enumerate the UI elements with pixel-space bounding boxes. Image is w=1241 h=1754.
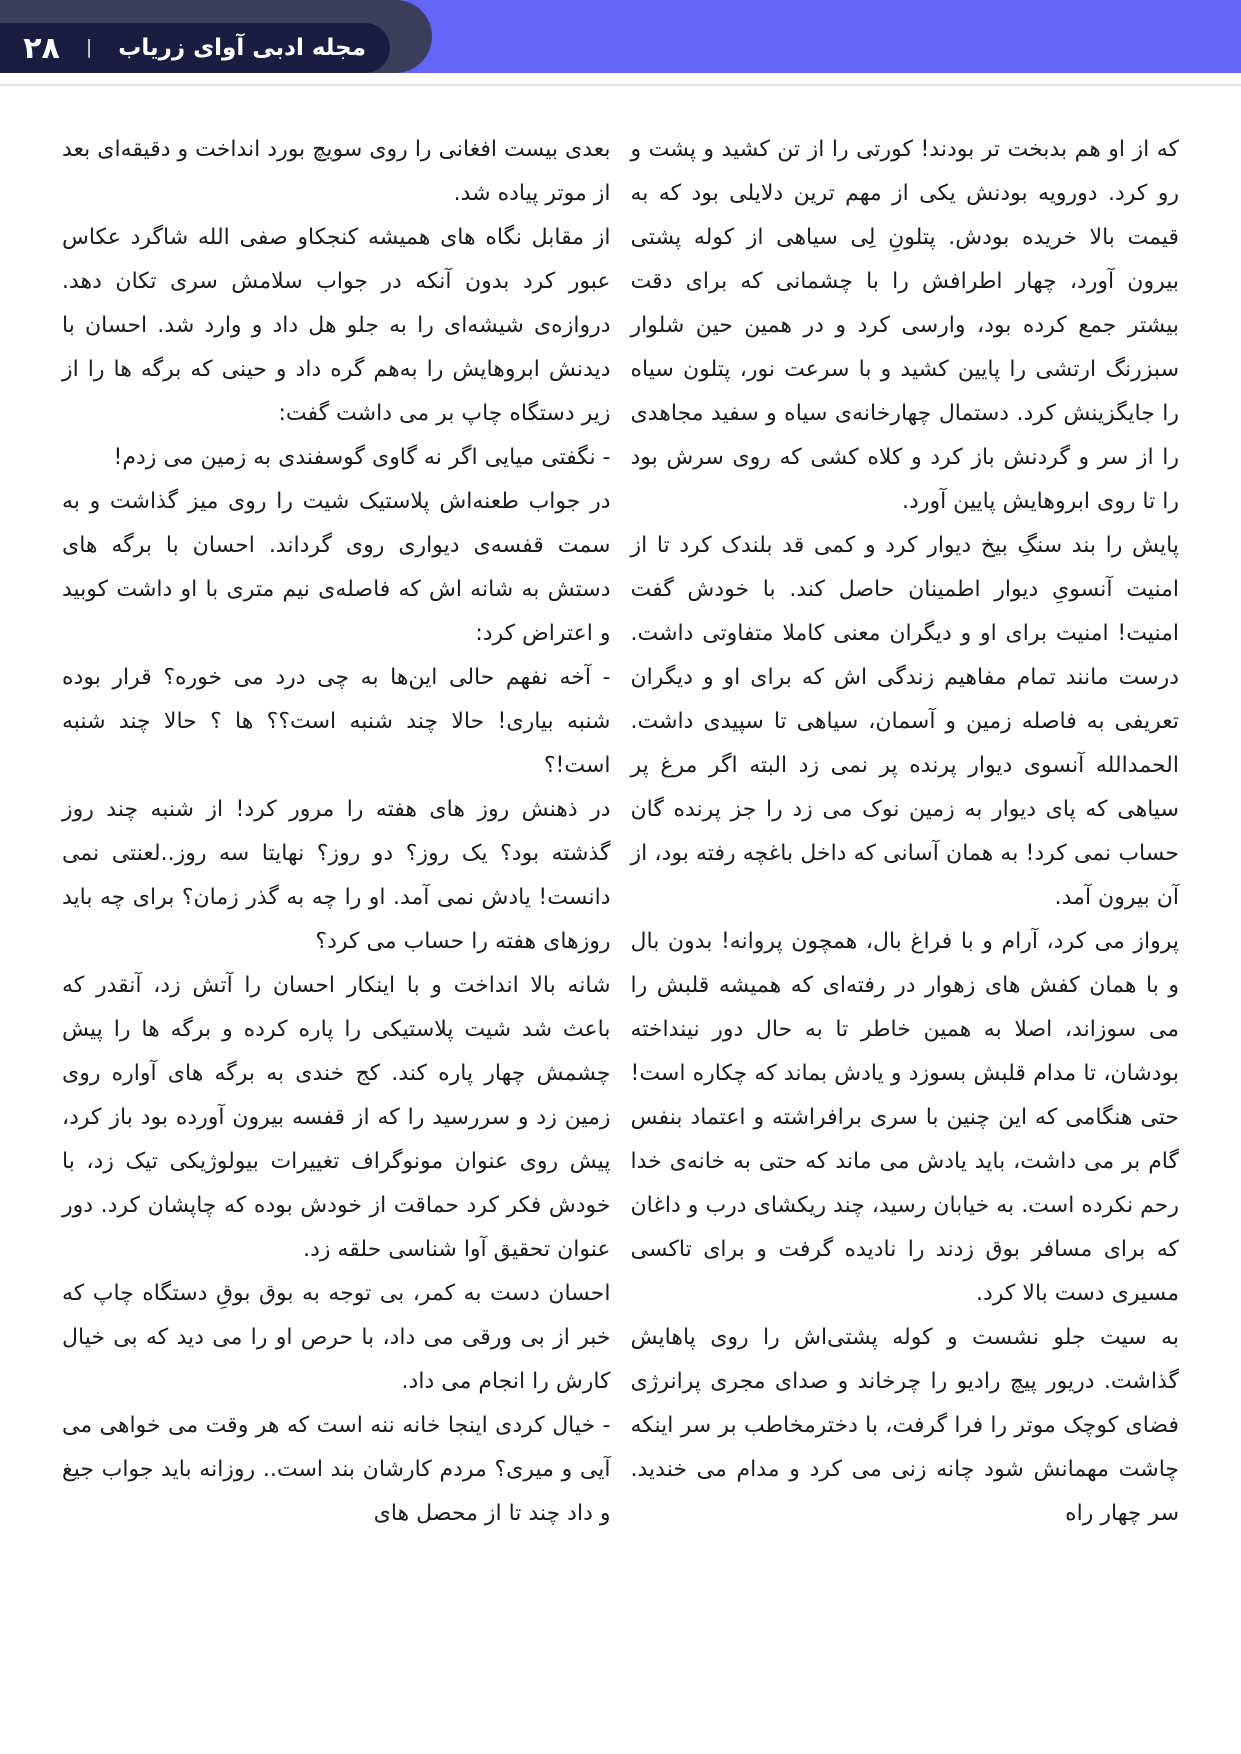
- column-left: [62, 128, 611, 1536]
- paragraph: پرواز می کرد، آرام و با فراغ بال، همچون پروانه! بدون بال و با همان کفش های زهوار در رفته‌ای که همیشه قلبش را می سوزاند، اصلا به همین خاطر تا به حال دور نینداخته بودشان، تا مدام قلبش بسوزد و یادش بماند که چکاره است! حتی هنگامی که این چنین با سری برافراشته و اعتماد بنفس گام بر می داشت، باید یادش می ماند که حتی به خانه‌ی خدا رحم نکرده است. به خیابان رسید، چند ریکشای درب و داغان که برای مسافر بوق زدند را نادیده گرفت و برای تاکسی مسیری دست بالا کرد.: [630, 929, 1179, 1306]
- page-number: ۲۸: [23, 30, 60, 66]
- magazine-title: مجله ادبی آوای زریاب: [118, 35, 366, 61]
- paragraph: شانه بالا انداخت و با اینکار احسان را آتش زد، آنقدر که باعث شد شیت پلاستیکی را پاره کرده و برگه ها را پیش چشمش چهار پاره کند. کج خندی به برگه های آواره روی زمین زد و سررسید را که از قفسه بیرون آورده بود باز کرد، پیش روی عنوان مونوگراف تغییرات بیولوژیکی تیک زد، با خودش فکر کرد حماقت از خودش بوده که چاپشان کرد. دور عنوان تحقیق آوا شناسی حلقه زد.: [62, 973, 611, 1262]
- paragraph: بعدی بیست افغانی را روی سویچ بورد انداخت و دقیقه‌ای بعد از موتر پیاده شد.: [62, 137, 611, 206]
- paragraph: در جواب طعنه‌اش پلاستیک شیت را روی میز گذاشت و به سمت قفسه‌ی دیواری روی گرداند. احسان با برگه های دستش به شانه اش که فاصله‌ی نیم متری با او داشت کوبید و اعتراض کرد:: [62, 489, 611, 646]
- page-header: [0, 0, 1241, 73]
- paragraph-dialog: - خیال کردی اینجا خانه ننه است که هر وقت می خواهی می آیی و میری؟ مردم کارشان بند است.. روزانه باید جواب جیغ و داد چند تا از محصل های: [62, 1413, 611, 1526]
- article-body: [0, 73, 1241, 1536]
- header-divider-line: [0, 84, 1241, 86]
- column-right: [631, 128, 1180, 1536]
- paragraph: احسان دست به کمر، بی توجه به بوق بوقِ دستگاه چاپ که خبر از بی ورقی می داد، با حرص او را می دید که بی خیال کارش را انجام می داد.: [62, 1281, 611, 1394]
- paragraph-dialog: - نگفتی میایی اگر نه گاوی گوسفندی به زمین می زدم!: [113, 445, 611, 470]
- paragraph-dialog: - آخه نفهم حالی این‌ها به چی درد می خوره؟ قرار بوده شنبه بیاری! حالا چند شنبه است؟؟ ها ؟ حالا چند شنبه است!؟: [62, 665, 611, 778]
- paragraph: پایش را بند سنگِ بیخ دیوار کرد و کمی قد بلندک کرد تا از امنیت آنسویِ دیوار اطمینان حاصل کند. با خودش گفت امنیت! امنیت برای او و دیگران معنی کاملا متفاوتی داشت. درست مانند تمام مفاهیم زندگی اش که برای او و دیگران تعریفی به فاصله زمین و آسمان، سیاهی تا سپیدی داشت. الحمدالله آنسوی دیوار پرنده پر نمی زد البته اگر مرغ پر سیاهی که پای دیوار به زمین نوک می زد را جز پرنده گان حساب نمی کرد! به همان آسانی که داخل باغچه رفته بود، از آن بیرون آمد.: [630, 533, 1179, 910]
- header-separator: |: [85, 36, 93, 58]
- paragraph: به سیت جلو نشست و کوله پشتی‌اش را روی پاهایش گذاشت. دریور پیچ رادیو را چرخاند و صدای مجری پرانرژی فضای کوچک موتر را فرا گرفت، با دخترمخاطب بر سر اینکه چاشت مهمانش شود چانه زنی می کرد و مدام می خندید. سر چهار راه: [630, 1325, 1179, 1526]
- header-pill: [0, 23, 390, 73]
- paragraph: از مقابل نگاه های همیشه کنجکاو صفی الله شاگرد عکاس عبور کرد بدون آنکه در جواب سلامش سری تکان دهد. دروازه‌ی شیشه‌ای را به جلو هل داد و وارد شد. احسان با دیدنش ابروهایش را به‌هم گره داد و حینی که برگه ها را از زیر دستگاه چاپ بر می داشت گفت:: [62, 225, 611, 426]
- paragraph: در ذهنش روز های هفته را مرور کرد! از شنبه چند روز گذشته بود؟ یک روز؟ دو روز؟ نهایتا سه روز..لعنتی نمی دانست! یادش نمی آمد. او را چه به گذر زمان؟ برای چه باید روزهای هفته را حساب می کرد؟: [62, 797, 611, 954]
- paragraph: که از او هم بدبخت تر بودند! کورتی را از تن کشید و پشت و رو کرد. دورویه بودنش یکی از مهم ترین دلایلی بود که به قیمت بالا خریده بودش. پتلونِ لِی سیاهی از کوله پشتی بیرون آورد، چهار اطرافش را با چشمانی که برای دقت بیشتر جمع کرده بود، وارسی کرد و در همین حین شلوار سبزرنگ ارتشی را پایین کشید و با سرعت نور، پتلون سیاه را جایگزینش کرد. دستمال چهارخانه‌ی سیاه و سفید مجاهدی را از سر و گردنش باز کرد و کلاه کشی که روی سرش بود را تا روی ابروهایش پایین آورد.: [630, 137, 1179, 514]
